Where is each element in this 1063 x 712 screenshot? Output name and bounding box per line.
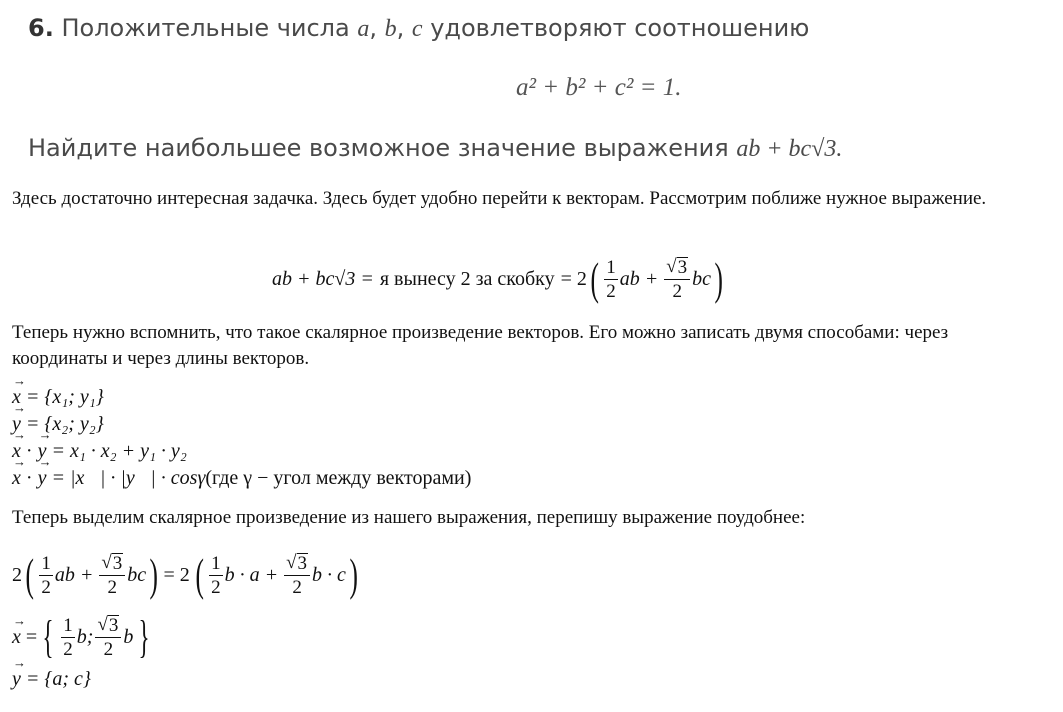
f1-eq2: = 2 — [560, 267, 587, 290]
f1-frac-sqrt3: √ 3 2 — [664, 257, 690, 301]
problem-line-1: 6. Положительные числа a, b, c удовлетворяют соотношению — [28, 14, 810, 42]
f1-lhs: ab + bc√3 = — [272, 267, 374, 290]
dot-product-coordinates: x → · y → = x₁ · x₂ + y₁ · y₂ — [12, 438, 187, 464]
problem-text-1: Положительные числа — [61, 14, 350, 42]
f1-ab: ab + — [619, 267, 659, 290]
vector-x-definition: x → = {x₁; y₁} — [12, 384, 104, 410]
f1-middle: я вынесу 2 за скобку — [379, 267, 555, 290]
var-a: a — [357, 16, 370, 42]
problem-text-3: Найдите наибольшее возможное значение выражения — [28, 134, 729, 162]
paragraph-rewrite: Теперь выделим скалярное произведение из нашего выражения, перепишу выражение поудобнее: — [12, 507, 806, 528]
angle-comment: (где γ − угол между векторами) — [205, 466, 472, 489]
f1-bc: bc — [692, 267, 712, 290]
problem-number: 6. — [28, 14, 54, 42]
problem-text-1-tail: удовлетворяют соотношению — [430, 14, 810, 42]
problem-expression: ab + bc√3. — [736, 136, 843, 162]
final-vector-x: x → = { $\frac{1}{2}$ b; √ 3 2 b } — [12, 606, 155, 668]
vector-y-definition: y → = {x₂; y₂} — [12, 411, 104, 437]
paragraph-dot-product: Теперь нужно вспомнить, что такое скалярное произведение векторов. Его можно записать двумя способами: через координаты и через длины векторов. — [12, 322, 949, 369]
problem-equation: a² + b² + c² = 1. — [516, 74, 682, 101]
f1-frac-half: $\frac{1}{2}$ — [606, 256, 616, 302]
var-b: b — [384, 16, 397, 42]
f1-open-paren: ( — [590, 253, 599, 304]
formula-factor-out — [272, 249, 726, 309]
f1-close-paren: ) — [714, 253, 723, 304]
formula-rewrite: 2 ( $\frac{1}{2}$ ab + √ 3 2 bc ) = 2 ( $\frac{1}{2}$ b · a + √ 3 2 b · c ) — [12, 549, 358, 600]
dot-product-lengths: x → · y → = |x⃗| · |y⃗| · cosγ (где γ − угол между векторами) — [12, 465, 471, 491]
var-c: c — [411, 16, 423, 42]
final-vector-y: y → = {a; c} — [12, 666, 91, 692]
problem-line-3 — [28, 134, 842, 163]
paragraph-intro: Здесь достаточно интересная задачка. Здесь будет удобно перейти к векторам. Рассмотрим поближе нужное выражение. — [12, 188, 987, 209]
